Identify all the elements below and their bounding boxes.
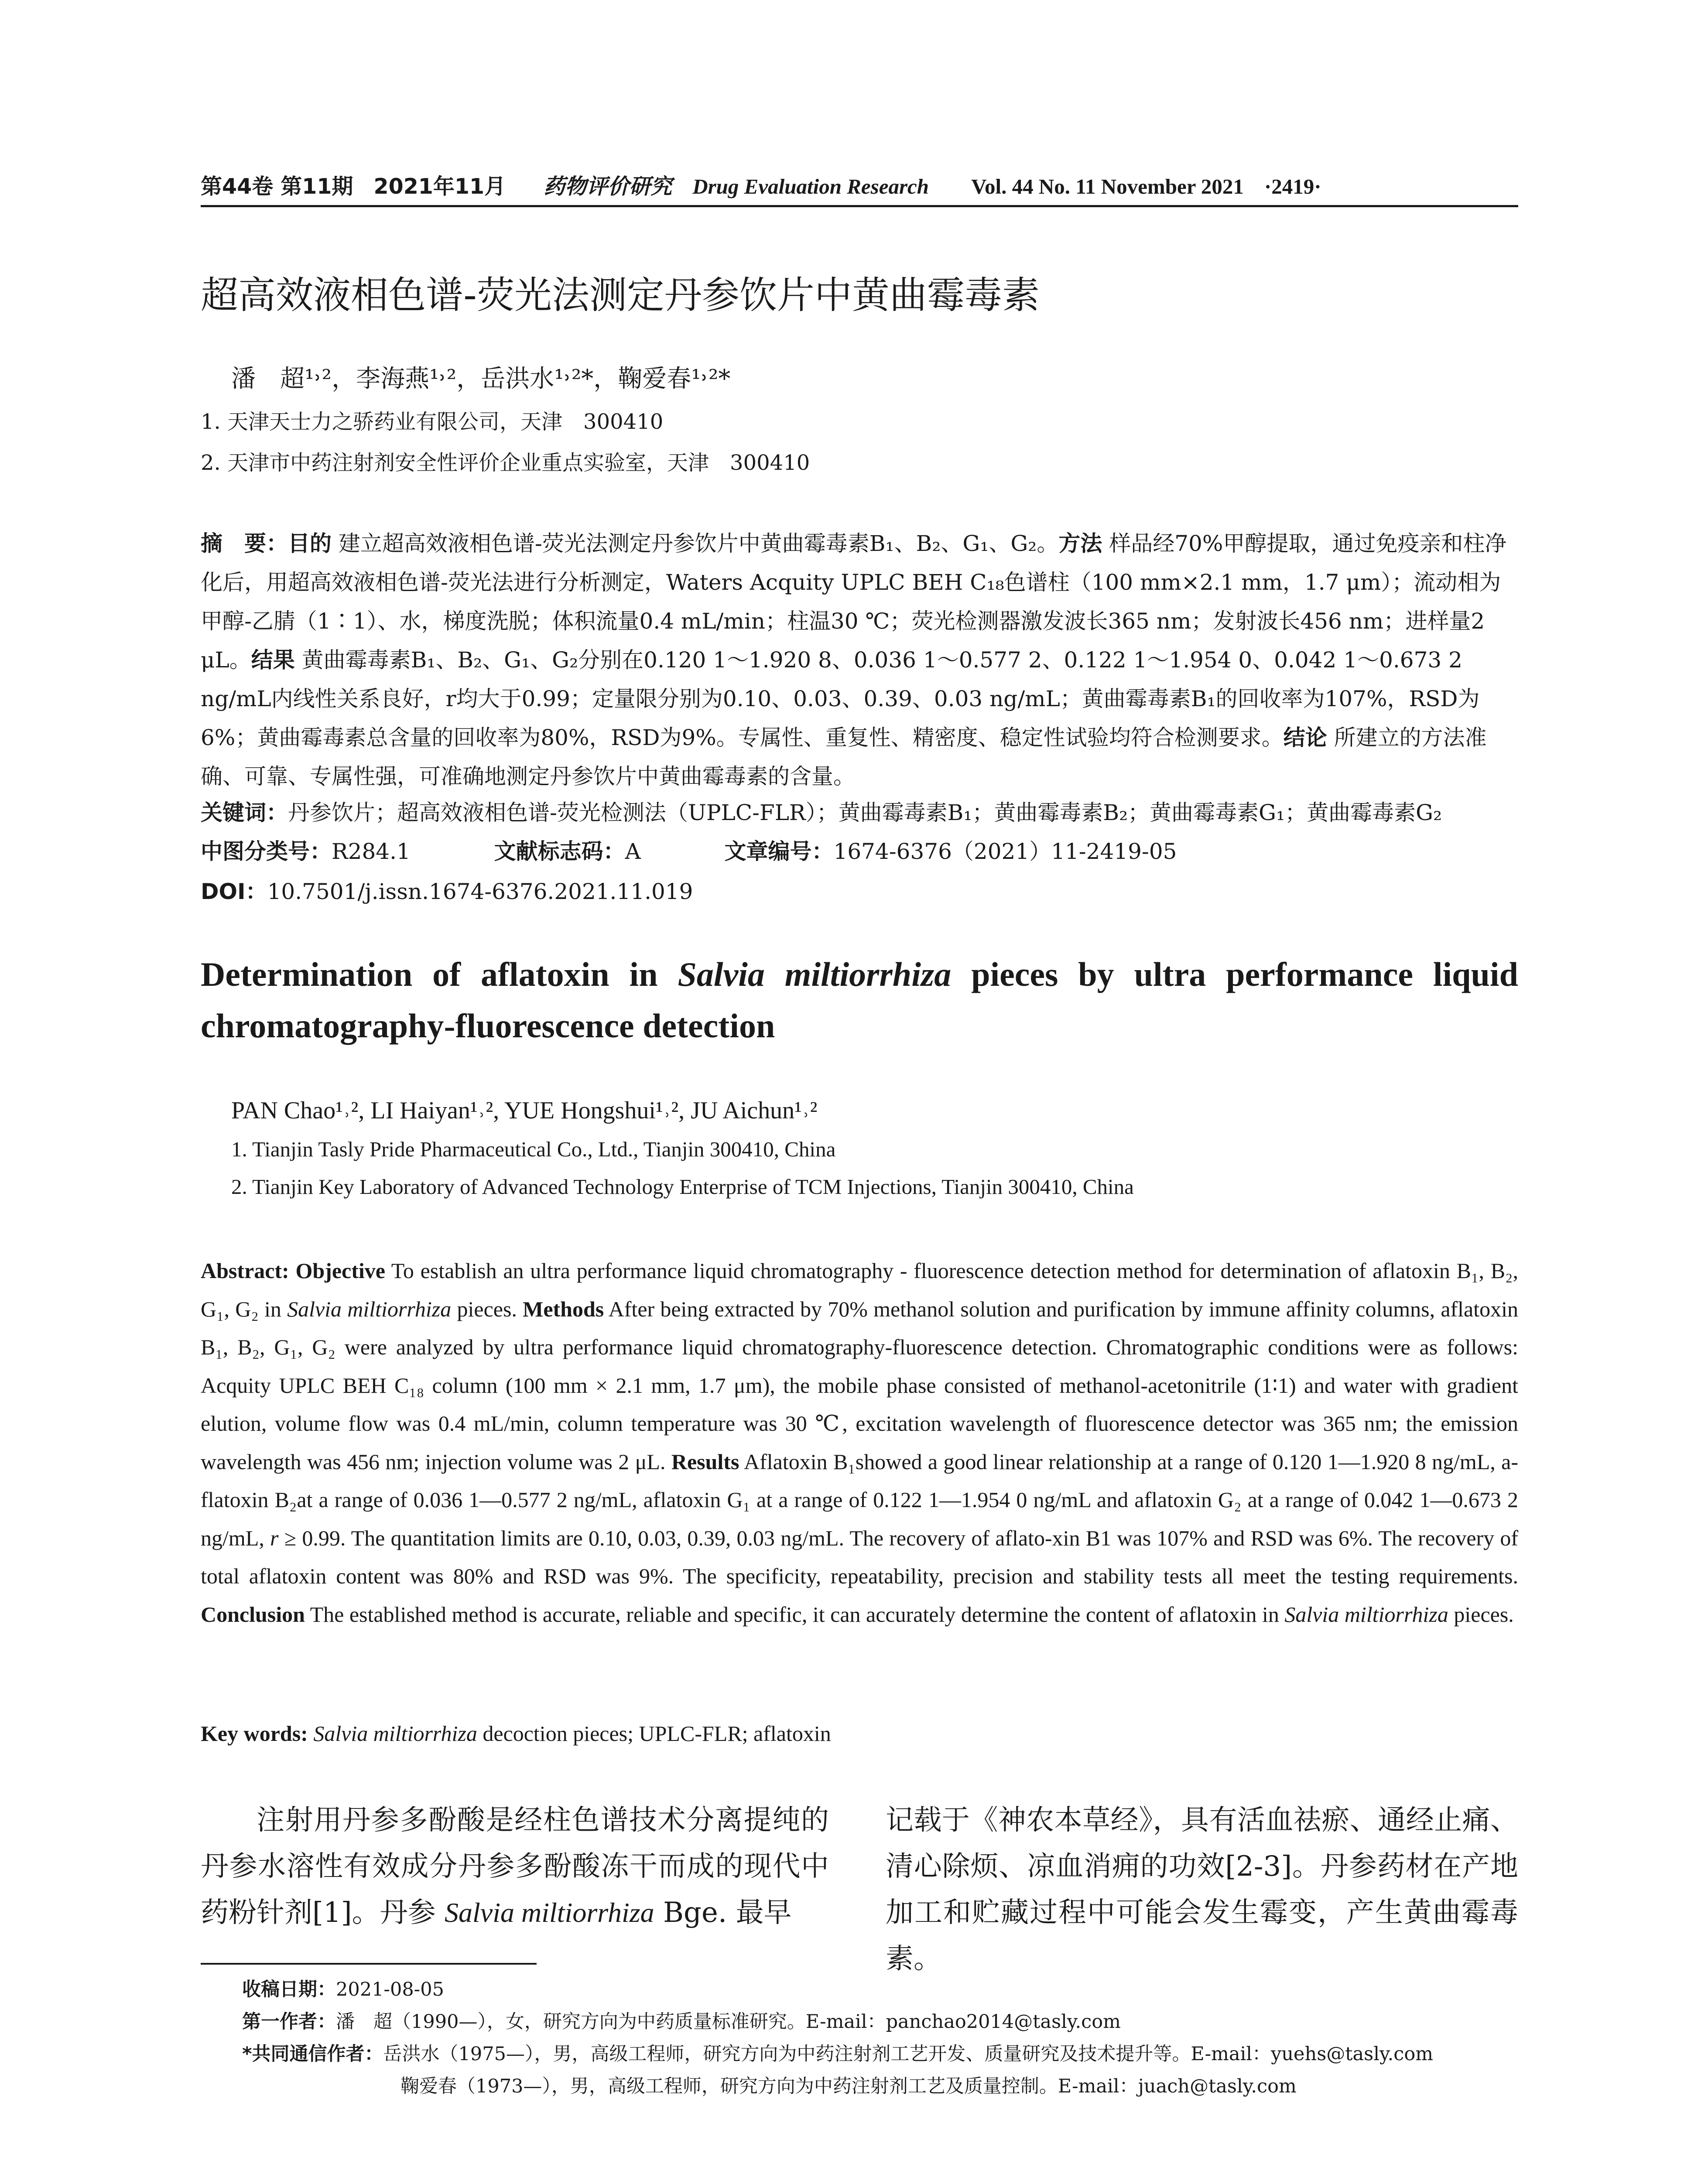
footnote-corresponding-1: [242, 2040, 1433, 2068]
first-author-value: 潘 超（1990—），女，研究方向为中药质量标准研究。E-mail：panchao2014@tasly.com: [336, 2011, 1121, 2033]
header-rule: [201, 205, 1518, 207]
cn-objective-label: 目的: [288, 531, 332, 556]
running-header: [201, 171, 1509, 202]
en-conclusion-text: The established method is accurate, reliable and specific, it can accurately determine the content of aflatoxin in: [310, 1602, 1279, 1627]
en-abstract: [201, 1252, 1518, 1634]
cn-objective-text: 建立超高效液相色谱-荧光法测定丹参饮片中黄曲霉毒素B₁、B₂、G₁、G₂。: [338, 531, 1059, 556]
en-methods-label: Methods: [523, 1296, 604, 1321]
body-left-text-2: Bge. 最早: [663, 1897, 792, 1929]
en-conclusion-label: Conclusion: [201, 1602, 305, 1627]
en-results-label: Results: [671, 1449, 739, 1474]
footnote-received: [242, 1975, 444, 2004]
cn-authors: 潘 超¹˒²，李海燕¹˒²，岳洪水¹˒²*，鞠爱春¹˒²*: [231, 365, 731, 393]
cn-article-label: 文章编号：: [724, 839, 834, 864]
cn-title: 超高效液相色谱-荧光法测定丹参饮片中黄曲霉毒素: [201, 273, 1040, 317]
body-left-text-1: 注射用丹参多酚酸是经柱色谱技术分离提纯的丹参水溶性有效成分丹参多酚酸冻干而成的现代中药粉针剂[1]。丹参: [201, 1804, 829, 1929]
en-title-italic: Salvia miltiorrhiza: [678, 955, 952, 993]
en-keywords-label: Key words:: [201, 1721, 308, 1746]
cn-conclusion-text: 所建立的方法准确、可靠、专属性强，可准确地测定丹参饮片中黄曲霉毒素的含量。: [201, 725, 1487, 789]
en-objective-label: Objective: [295, 1258, 385, 1283]
en-affiliation-1: 1. Tianjin Tasly Pride Pharmaceutical Co., Ltd., Tianjin 300410, China: [231, 1137, 836, 1161]
en-results-r: r: [270, 1525, 279, 1550]
en-keywords-italic: Salvia miltiorrhiza: [313, 1721, 477, 1746]
first-author-label: 第一作者：: [242, 2011, 336, 2033]
cn-doc-label: 文献标志码：: [494, 839, 625, 864]
header-page-number: ·2419·: [1264, 174, 1321, 198]
header-date-cn: 2021年11月: [373, 174, 506, 199]
header-journal-en: Drug Evaluation Research: [692, 174, 929, 198]
en-conclusion-tail: pieces.: [1454, 1602, 1514, 1627]
body-paragraph-left: [201, 1797, 829, 1936]
cn-keywords: [201, 796, 1518, 829]
corresponding-value-1: 岳洪水（1975—），男，高级工程师，研究方向为中药注射剂工艺开发、质量研究及技术提升等。E-mail：yuehs@tasly.com: [383, 2043, 1433, 2065]
cn-results-label: 结果: [251, 647, 295, 673]
body-column-left: [201, 1797, 829, 1936]
header-volume-en: Vol. 44 No. 11 November 2021: [971, 174, 1244, 198]
en-objective-text: To establish an ultra performance liquid chromatography - fluorescence detection method for determination of aflatoxin B₁, B₂, G₁, G₂ in: [201, 1258, 1518, 1321]
footnote-corresponding-2: 鞠爱春（1973—），男，高级工程师，研究方向为中药注射剂工艺及质量控制。E-mail：juach@tasly.com: [400, 2075, 1297, 2097]
cn-doi-label: DOI：: [201, 879, 267, 904]
cn-doi-line: [201, 875, 693, 908]
cn-class-label: 中图分类号：: [201, 839, 332, 864]
cn-affiliation-2: 2. 天津市中药注射剂安全性评价企业重点实验室，天津 300410: [201, 451, 810, 475]
cn-classification-line: [201, 835, 1177, 868]
en-results-text-1: Aflatoxin B₁showed a good linear relationship at a range of 0.120 1—1.920 8 ng/mL, a-flatoxin B₂at a range of 0.036 1—0.577 2 ng/mL, aflatoxin G₁ at a range of 0.122 1—1.954 0 ng/mL and aflatoxin G₂ at a range of 0.042 1—0.673 2 ng/mL,: [201, 1449, 1519, 1550]
cn-conclusion-label: 结论: [1283, 725, 1327, 750]
cn-abstract: [201, 524, 1518, 796]
header-volume-cn: 第44卷 第11期: [201, 174, 353, 199]
en-methods-text: After being extracted by 70% methanol solution and purification by immune affinity columns, aflatoxin B₁, B₂, G₁, G₂ were analyzed by ultra performance liquid chromatography-fluorescence detection. Chromatographic conditions were as follows: Acquity UPLC BEH C₁₈ column (100 mm × 2.1 mm, 1.7 μm), the mobile phase consisted of methanol-acetonitrile (1∶1) and water with gradient elution, volume flow was 0.4 mL/min, column temperature was 30 ℃, excitation wavelength of fluorescence detector was 365 nm; the emission wavelength was 456 nm; injection volume was 2 μL.: [201, 1296, 1519, 1474]
cn-methods-text: 样品经70%甲醇提取，通过免疫亲和柱净化后，用超高效液相色谱-荧光法进行分析测定，Waters Acquity UPLC BEH C₁₈色谱柱（100 mm×2.1 mm，1.7 μm）；流动相为甲醇-乙腈（1∶1）、水，梯度洗脱；体积流量0.4 mL/min；柱温30 ℃；荧光检测器激发波长365 nm；发射波长456 nm；进样量2 μL。: [201, 531, 1507, 673]
received-value: 2021-08-05: [336, 1979, 444, 2000]
en-title: [201, 949, 1518, 1052]
received-label: 收稿日期：: [242, 1979, 336, 2000]
cn-class-value: R284.1: [332, 839, 411, 864]
cn-article-value: 1674-6376（2021）11-2419-05: [833, 839, 1177, 864]
en-keywords-text: decoction pieces; UPLC-FLR; aflatoxin: [483, 1721, 831, 1746]
journal-cn-logo: 药物评价研究: [544, 174, 672, 199]
cn-abstract-label: 摘 要：: [201, 531, 288, 556]
en-objective-tail: pieces.: [457, 1296, 517, 1321]
body-paragraph-right: 记载于《神农本草经》，具有活血祛瘀、通经止痛、清心除烦、凉血消痈的功效[2-3]。丹参药材在产地加工和贮藏过程中可能会发生霉变，产生黄曲霉毒素。: [886, 1804, 1518, 1975]
en-keywords: [201, 1717, 831, 1750]
en-abstract-label: Abstract:: [201, 1258, 289, 1283]
cn-doc-value: A: [625, 839, 641, 864]
footnote-first-author: [242, 2007, 1121, 2036]
cn-keywords-label: 关键词：: [201, 800, 288, 825]
en-conclusion-italic: Salvia miltiorrhiza: [1284, 1602, 1448, 1627]
footnote-rule: [201, 1963, 537, 1965]
cn-methods-label: 方法: [1058, 531, 1102, 556]
en-affiliation-2: 2. Tianjin Key Laboratory of Advanced Technology Enterprise of TCM Injections, Tianjin 300410, China: [231, 1175, 1134, 1199]
cn-keywords-text: 丹参饮片；超高效液相色谱-荧光检测法（UPLC-FLR）；黄曲霉毒素B₁；黄曲霉毒素B₂；黄曲霉毒素G₁；黄曲霉毒素G₂: [288, 800, 1442, 825]
cn-results-text: 黄曲霉毒素B₁、B₂、G₁、G₂分别在0.120 1～1.920 8、0.036 1～0.577 2、0.122 1～1.954 0、0.042 1～0.673 2 ng/mL内线性关系良好，r均大于0.99；定量限分别为0.10、0.03、0.39、0.03 ng/mL；黄曲霉毒素B₁的回收率为107%，RSD为6%；黄曲霉毒素总含量的回收率为80%，RSD为9%。专属性、重复性、精密度、稳定性试验均符合检测要求。: [201, 647, 1480, 750]
en-authors: PAN Chao¹˒², LI Haiyan¹˒², YUE Hongshui¹˒², JU Aichun¹˒²: [231, 1097, 818, 1124]
body-left-italic: Salvia miltiorrhiza: [445, 1897, 654, 1928]
en-results-text-2: ≥ 0.99. The quantitation limits are 0.10, 0.03, 0.39, 0.03 ng/mL. The recovery of aflato-xin B1 was 107% and RSD was 6%. The recovery of total aflatoxin content was 80% and RSD was 9%. The specificity, repeatability, precision and stability tests all meet the testing requirements.: [201, 1525, 1519, 1588]
en-title-part1: Determination of aflatoxin in: [201, 955, 678, 993]
en-objective-italic: Salvia miltiorrhiza: [287, 1296, 452, 1321]
cn-affiliation-1: 1. 天津天士力之骄药业有限公司，天津 300410: [201, 410, 664, 434]
body-column-right: [886, 1797, 1518, 1982]
cn-doi-value: 10.7501/j.issn.1674-6376.2021.11.019: [267, 879, 693, 904]
en-title-part2: pieces by ultra performance liquid chromatography-fluorescence detection: [201, 955, 1518, 1045]
corresponding-label: *共同通信作者：: [242, 2043, 383, 2065]
